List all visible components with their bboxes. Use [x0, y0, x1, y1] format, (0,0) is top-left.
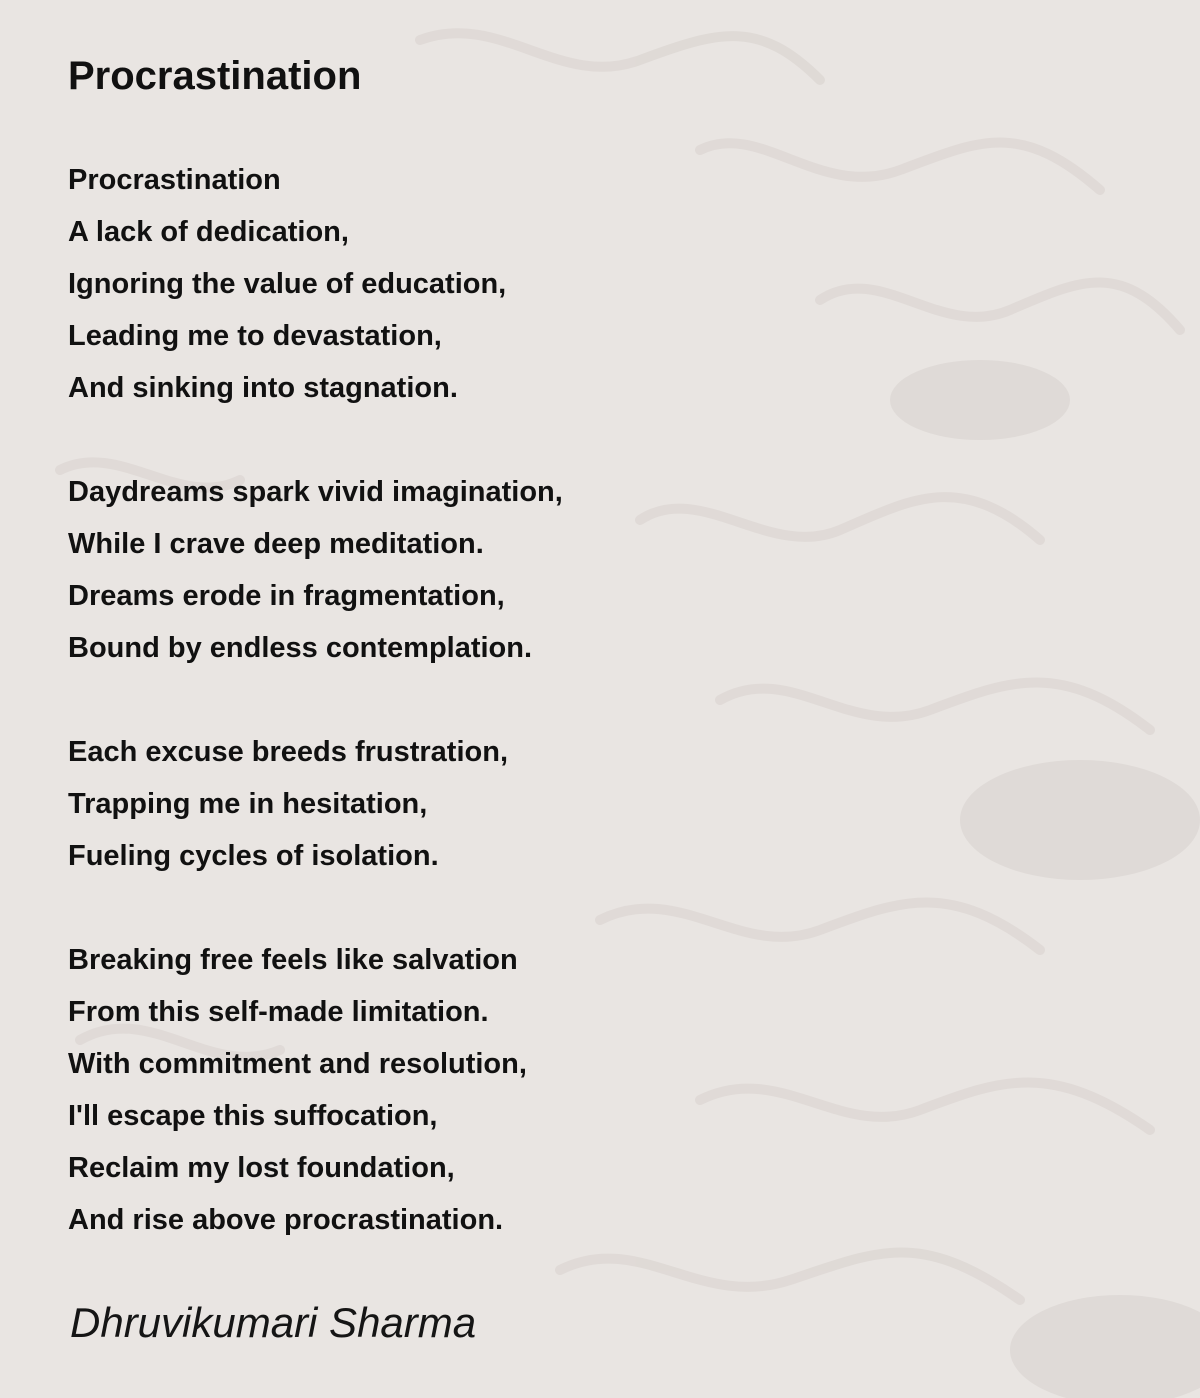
poem-line: Reclaim my lost foundation, — [68, 1152, 455, 1184]
poem-line: With commitment and resolution, — [68, 1048, 527, 1080]
stanza-2 — [68, 466, 563, 674]
poem-line: And sinking into stagnation. — [68, 372, 458, 404]
poem-line: I'll escape this suffocation, — [68, 1100, 438, 1132]
poem-line: Each excuse breeds frustration, — [68, 736, 508, 768]
poem-line: Daydreams spark vivid imagination, — [68, 476, 563, 508]
poem-line: Procrastination — [68, 164, 281, 196]
poem-line: From this self-made limitation. — [68, 996, 489, 1028]
poem-line: Bound by endless contemplation. — [68, 632, 533, 664]
poem-line: A lack of dedication, — [68, 216, 349, 248]
stanza-1 — [68, 154, 563, 414]
poem-line: Leading me to devastation, — [68, 320, 442, 352]
poem-body — [68, 154, 563, 1298]
stanza-3 — [68, 726, 563, 882]
poem-line: Breaking free feels like salvation — [68, 944, 518, 976]
poem-author: Dhruvikumari Sharma — [70, 1299, 477, 1346]
poem-line: Ignoring the value of education, — [68, 268, 507, 300]
stanza-4 — [68, 934, 563, 1246]
poem-title: Procrastination — [68, 54, 362, 98]
poem-line: While I crave deep meditation. — [68, 528, 484, 560]
poem-line: Dreams erode in fragmentation, — [68, 580, 505, 612]
poem-line: And rise above procrastination. — [68, 1204, 504, 1236]
poem-line: Fueling cycles of isolation. — [68, 840, 439, 872]
poem-line: Trapping me in hesitation, — [68, 788, 428, 820]
